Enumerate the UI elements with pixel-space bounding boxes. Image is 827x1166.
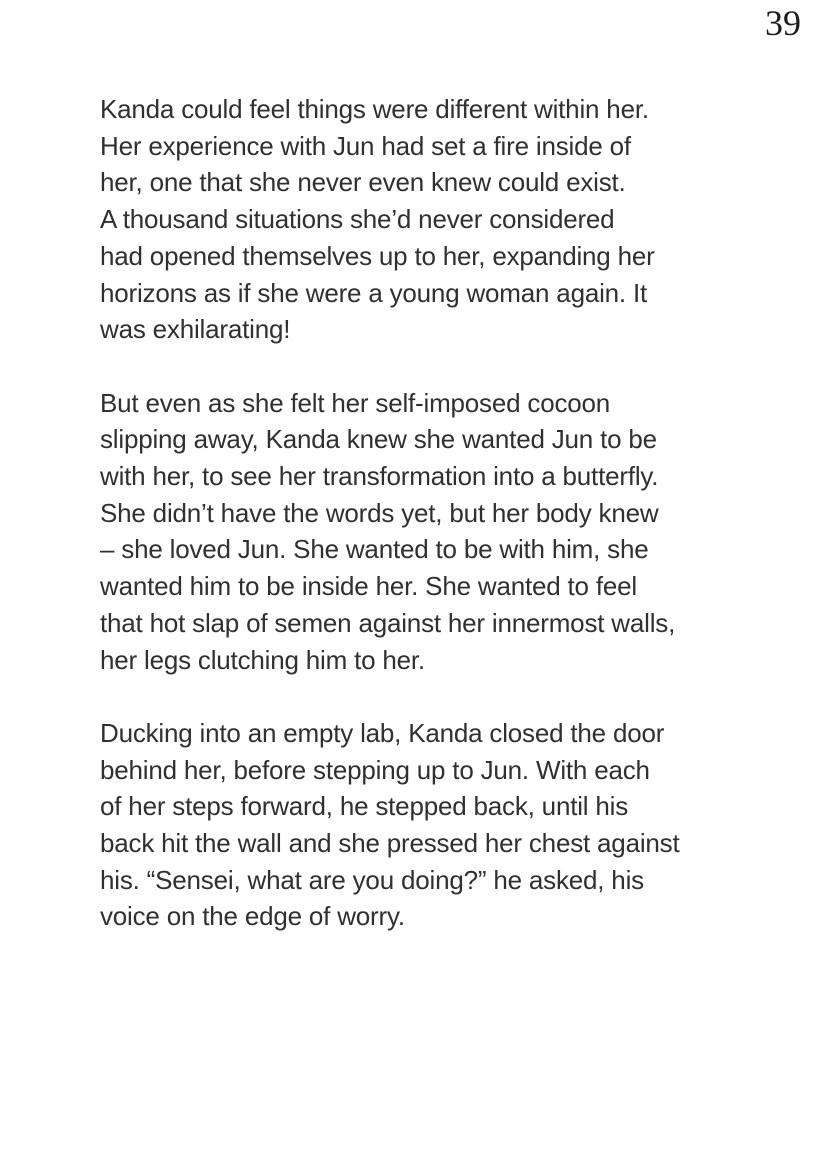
text-line: was exhilarating! (100, 314, 291, 345)
text-line: Ducking into an empty lab, Kanda closed the door (100, 717, 665, 748)
text-line: behind her, before stepping up to Jun. With each (100, 754, 650, 785)
body-text (100, 91, 760, 972)
text-line: her legs clutching him to her. (100, 644, 425, 675)
text-line: But even as she felt her self-imposed cocoon (100, 387, 611, 418)
text-line: back hit the wall and she pressed her chest against (100, 828, 680, 859)
text-line: – she loved Jun. She wanted to be with him, she (100, 534, 649, 565)
text-line: her, one that she never even knew could exist. (100, 167, 626, 198)
text-line: Kanda could feel things were different within her. (100, 94, 649, 124)
text-line: his. “Sensei, what are you doing?” he asked, his (100, 864, 644, 895)
text-line: She didn’t have the words yet, but her body knew (100, 497, 659, 528)
paragraph (100, 385, 760, 679)
text-line: Her experience with Jun had set a fire inside of (100, 130, 631, 161)
paragraph (100, 91, 760, 348)
text-line: with her, to see her transformation into a butterfly. (100, 461, 659, 492)
text-line: horizons as if she were a young woman again. It (100, 277, 648, 308)
text-line: that hot slap of semen against her innermost walls, (100, 607, 676, 638)
text-line: of her steps forward, he stepped back, until his (100, 791, 629, 822)
text-line: slipping away, Kanda knew she wanted Jun to be (100, 424, 657, 455)
paragraph (100, 715, 760, 935)
text-line: had opened themselves up to her, expanding her (100, 240, 655, 271)
text-line: wanted him to be inside her. She wanted to feel (100, 571, 637, 602)
page-number: 39 (765, 3, 801, 43)
text-line: voice on the edge of worry. (100, 901, 405, 932)
text-line: A thousand situations she’d never considered (100, 204, 615, 235)
